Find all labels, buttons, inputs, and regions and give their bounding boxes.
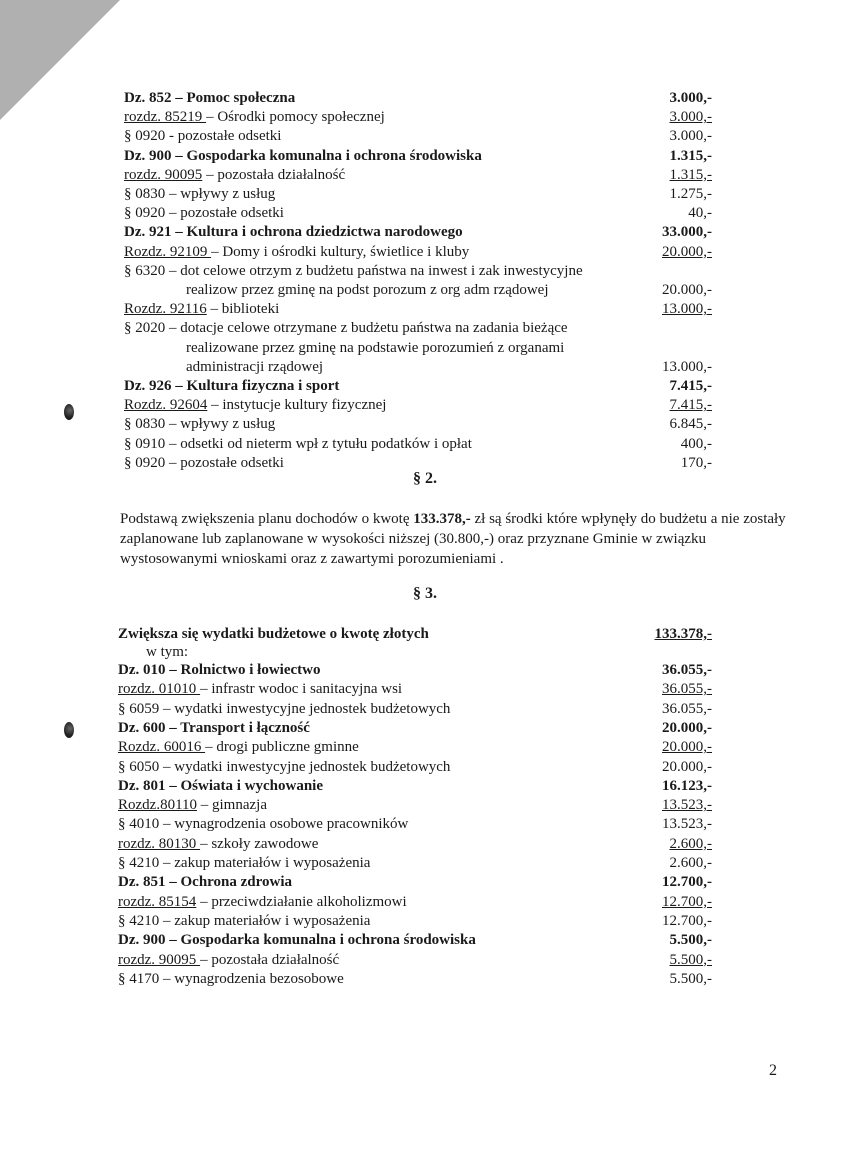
item-row: [0, 414, 850, 434]
row-label: [118, 699, 450, 719]
paragraph-text-end: zł są środki które wpłynęły do budżetu a nie zostały zaplanowane lub zaplanowane w wysokości niższej (30.800,-) oraz przyznane Gminie w związku wystosowanymi wnioskami oraz z zawartymi porozumieniami .: [120, 511, 786, 567]
row-label: [118, 718, 310, 738]
row-amount: 20.000,-: [662, 282, 712, 298]
row-text: Dz. 010 – Rolnictwo i łowiectwo: [118, 662, 321, 678]
row-label: [124, 107, 385, 127]
rozdzial-code: rozdz. 85219: [124, 109, 207, 126]
row-label: [124, 242, 469, 262]
row-amount: 13.523,-: [662, 816, 712, 833]
row-text: – przeciwdziałanie alkoholizmowi: [196, 893, 407, 910]
row-amount: 13.523,-: [662, 797, 712, 814]
row-text: – biblioteki: [206, 301, 280, 318]
row-label: [124, 222, 463, 242]
section-2-heading: § 2.: [413, 470, 437, 487]
row-amount: 3.000,-: [669, 128, 712, 145]
item-row: [0, 679, 850, 699]
row-label: [118, 872, 292, 892]
item-row: [0, 853, 850, 873]
row-amount: 2.600,-: [669, 855, 712, 871]
row-label: [118, 853, 370, 873]
item-row: [0, 699, 850, 719]
expenditure-total-row: [0, 624, 850, 644]
row-text: – Domy i ośrodki kultury, świetlice i kluby: [211, 243, 470, 260]
rozdzial-code: rozdz. 90095: [124, 166, 203, 183]
row-amount: 36.055,-: [662, 662, 712, 678]
row-label: [186, 338, 564, 358]
expenditure-intro: Zwiększa się wydatki budżetowe o kwotę złotych: [118, 626, 429, 642]
row-text: – instytucje kultury fizycznej: [207, 397, 387, 414]
expenditure-total: 133.378,-: [654, 626, 712, 642]
item-row: [0, 107, 850, 127]
item-row: [0, 184, 850, 204]
item-row: [0, 338, 850, 358]
row-label: [118, 892, 407, 912]
row-amount: 40,-: [688, 205, 712, 222]
row-amount: 16.123,-: [662, 777, 712, 794]
row-text: § 0920 - pozostałe odsetki: [124, 128, 282, 145]
item-row: [0, 357, 850, 377]
rozdzial-code: Rozdz. 92604: [124, 397, 208, 414]
section-row: [0, 146, 850, 166]
row-text: Dz. 900 – Gospodarka komunalna i ochrona środowiska: [124, 147, 482, 164]
section-row: [0, 930, 850, 950]
item-row: [0, 165, 850, 185]
row-amount: 400,-: [680, 435, 712, 452]
section-2-paragraph: [120, 509, 800, 569]
row-amount: 36.055,-: [662, 700, 712, 717]
rozdzial-code: Rozdz.80110: [118, 797, 198, 814]
row-amount: 13.000,-: [662, 301, 712, 318]
row-label: [186, 280, 549, 300]
row-amount: 13.000,-: [662, 358, 712, 375]
row-text: Dz. 852 – Pomoc społeczna: [124, 90, 296, 106]
item-row: [0, 242, 850, 262]
row-text: – pozostała działalność: [202, 166, 346, 183]
item-row: [0, 950, 850, 970]
row-label: [124, 203, 284, 223]
row-text: realizowane przez gminę na podstawie porozumień z organami: [186, 339, 565, 356]
row-label: [118, 776, 323, 796]
row-label: [124, 395, 386, 415]
row-amount: 1.315,-: [669, 147, 712, 164]
row-amount: 12.700,-: [662, 912, 712, 929]
item-row: [0, 395, 850, 415]
row-label: [124, 434, 472, 454]
row-amount: 20.000,-: [662, 719, 712, 736]
page-number: 2: [769, 1062, 777, 1079]
row-amount: 7.415,-: [669, 378, 712, 394]
row-text: § 6059 – wydatki inwestycyjne jednostek budżetowych: [118, 700, 451, 717]
row-text: – szkoły zawodowe: [200, 835, 319, 852]
row-amount: 170,-: [680, 454, 712, 471]
rozdzial-code: rozdz. 85154: [118, 893, 197, 910]
w-tym-label: w tym:: [146, 644, 189, 660]
row-label: [118, 660, 320, 680]
row-label: [118, 911, 370, 931]
row-label: [124, 299, 279, 319]
item-row: [0, 203, 850, 223]
row-amount: 20.000,-: [662, 243, 712, 260]
rozdzial-code: rozdz. 90095: [118, 951, 201, 968]
item-row: [0, 911, 850, 931]
row-amount: 3.000,-: [669, 109, 712, 126]
row-label: [118, 930, 476, 950]
row-label: [124, 414, 275, 434]
item-row: [0, 814, 850, 834]
section-row: [0, 376, 850, 396]
row-text: § 0910 – odsetki od nieterm wpł z tytułu podatków i opłat: [124, 435, 472, 452]
row-text: Dz. 851 – Ochrona zdrowia: [118, 874, 293, 891]
row-amount: 2.600,-: [669, 835, 712, 852]
paragraph-amount: 133.378,-: [413, 511, 471, 527]
item-row: [0, 280, 850, 300]
row-label: [124, 261, 583, 281]
row-label: [118, 950, 339, 970]
row-label: [124, 184, 275, 204]
row-amount: 3.000,-: [669, 90, 712, 106]
item-row: [0, 969, 850, 989]
row-amount: 12.700,-: [662, 874, 712, 891]
section-row: [0, 660, 850, 680]
item-row: [0, 737, 850, 757]
rozdzial-code: Rozdz. 60016: [118, 739, 206, 756]
row-amount: 20.000,-: [662, 758, 712, 775]
row-text: § 0920 – pozostałe odsetki: [124, 205, 284, 222]
row-text: – pozostała działalność: [200, 951, 340, 968]
row-label: [124, 126, 281, 146]
row-amount: 7.415,-: [669, 397, 712, 414]
row-text: § 4210 – zakup materiałów i wyposażenia: [118, 912, 371, 929]
item-row: [0, 757, 850, 777]
row-text: – infrastr wodoc i sanitacyjna wsi: [200, 681, 403, 698]
row-label: [118, 737, 359, 757]
item-row: [0, 795, 850, 815]
row-amount: 6.845,-: [669, 416, 712, 433]
row-text: § 4210 – zakup materiałów i wyposażenia: [118, 855, 371, 871]
row-label: [118, 834, 318, 854]
item-row: [0, 834, 850, 854]
item-row: [0, 318, 850, 338]
row-amount: 1.315,-: [669, 166, 712, 183]
row-amount: 1.275,-: [669, 186, 712, 202]
item-row: [0, 261, 850, 281]
row-label: [124, 376, 339, 396]
row-text: § 0830 – wpływy z usług: [124, 186, 276, 202]
row-text: administracji rządowej: [186, 358, 324, 375]
row-amount: 5.500,-: [669, 932, 712, 949]
row-text: Dz. 600 – Transport i łączność: [118, 719, 310, 736]
section-row: [0, 88, 850, 108]
section-row: [0, 718, 850, 738]
item-row: [0, 299, 850, 319]
row-amount: 20.000,-: [662, 739, 712, 756]
row-text: – drogi publiczne gminne: [205, 739, 359, 756]
rozdzial-code: rozdz. 80130: [118, 835, 201, 852]
row-text: § 6320 – dot celowe otrzym z budżetu państwa na inwest i zak inwestycyjne: [124, 262, 583, 279]
item-row: [0, 434, 850, 454]
row-label: [124, 318, 568, 338]
row-text: – gimnazja: [197, 797, 267, 814]
row-amount: 5.500,-: [669, 951, 712, 968]
section-3-heading: § 3.: [413, 585, 437, 602]
row-text: realizow przez gminę na podst porozum z org adm rządowej: [186, 282, 549, 298]
paragraph-text-start: Podstawą zwiększenia planu dochodów o kwotę: [120, 511, 414, 527]
section-row: [0, 776, 850, 796]
row-text: Dz. 801 – Oświata i wychowanie: [118, 777, 323, 794]
rozdzial-code: rozdz. 01010: [118, 681, 201, 698]
row-label: [186, 357, 323, 377]
row-text: § 4170 – wynagrodzenia bezosobowe: [118, 970, 344, 987]
row-label: [118, 814, 408, 834]
item-row: [0, 126, 850, 146]
rozdzial-code: Rozdz. 92109: [124, 243, 212, 260]
row-text: § 4010 – wynagrodzenia osobowe pracowników: [118, 816, 409, 833]
row-label: [118, 795, 267, 815]
row-text: § 0830 – wpływy z usług: [124, 416, 276, 433]
row-text: Dz. 900 – Gospodarka komunalna i ochrona środowiska: [118, 932, 476, 949]
row-amount: 33.000,-: [662, 224, 712, 241]
row-text: § 6050 – wydatki inwestycyjne jednostek budżetowych: [118, 758, 451, 775]
row-label: [118, 679, 402, 699]
item-row: [0, 892, 850, 912]
row-text: § 2020 – dotacje celowe otrzymane z budżetu państwa na zadania bieżące: [124, 320, 568, 337]
w-tym-row: [0, 642, 850, 662]
row-label: [124, 88, 295, 108]
row-text: Dz. 926 – Kultura fizyczna i sport: [124, 378, 340, 394]
row-text: Dz. 921 – Kultura i ochrona dziedzictwa narodowego: [124, 224, 463, 241]
row-amount: 36.055,-: [662, 681, 712, 698]
row-label: [124, 165, 345, 185]
section-row: [0, 222, 850, 242]
row-text: – Ośrodki pomocy społecznej: [206, 109, 385, 126]
row-label: [124, 146, 482, 166]
rozdzial-code: Rozdz. 92116: [124, 301, 207, 318]
row-label: [118, 969, 344, 989]
row-text: § 0920 – pozostałe odsetki: [124, 454, 284, 471]
row-label: [118, 757, 450, 777]
row-amount: 12.700,-: [662, 893, 712, 910]
row-amount: 5.500,-: [669, 970, 712, 987]
section-row: [0, 872, 850, 892]
